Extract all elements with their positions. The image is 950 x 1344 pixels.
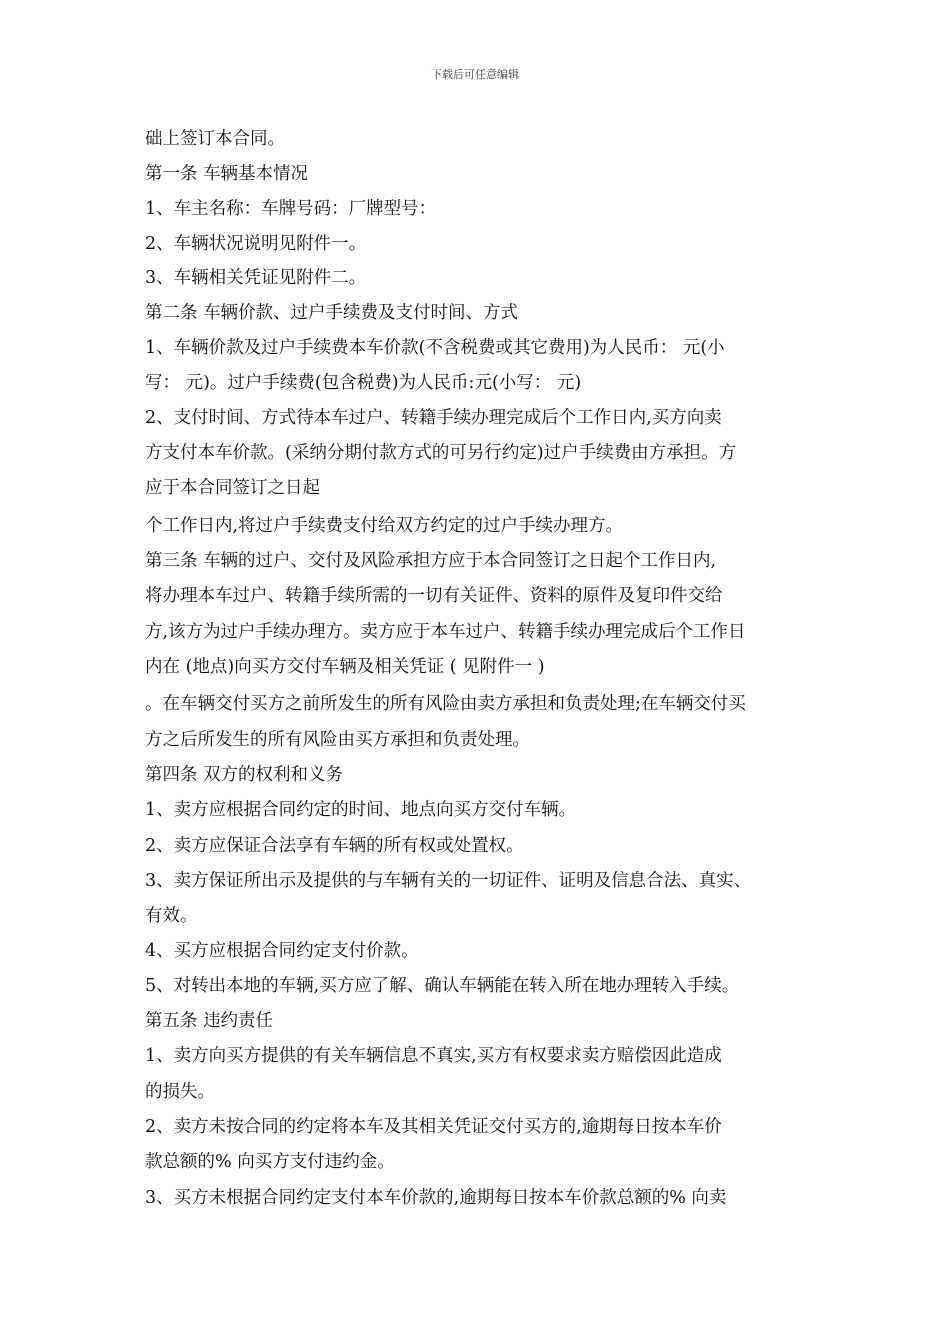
text-line: 款总额的% 向买方支付违约金。 bbox=[145, 1152, 395, 1172]
text-line: 有效。 bbox=[145, 906, 198, 926]
section-heading-3: 第三条 车辆的过户、交付及风险承担方应于本合同签订之日起个工作日内, bbox=[145, 551, 717, 571]
section-heading-4: 第四条 双方的权利和义务 bbox=[145, 765, 344, 785]
text-line: 方支付本车价款。(采纳分期付款方式的可另行约定)过户手续费由方承担。方 bbox=[145, 443, 737, 463]
text-line: 内在 (地点)向买方交付车辆及相关凭证 ( 见附件一 ) bbox=[145, 657, 545, 677]
text-line: 2、车辆状况说明见附件一。 bbox=[145, 234, 367, 254]
text-line: 3、卖方保证所出示及提供的与车辆有关的一切证件、证明及信息合法、真实、 bbox=[145, 871, 752, 891]
text-line: 3、买方未根据合同约定支付本车价款的,逾期每日按本车价款总额的% 向卖 bbox=[145, 1188, 727, 1208]
text-line: 3、车辆相关凭证见附件二。 bbox=[145, 268, 367, 288]
text-line: 个工作日内,将过户手续费支付给双方约定的过户手续办理方。 bbox=[145, 516, 624, 536]
section-heading-5: 第五条 违约责任 bbox=[145, 1011, 274, 1031]
text-line: 1、卖方向买方提供的有关车辆信息不真实,买方有权要求卖方赔偿因此造成 bbox=[145, 1046, 722, 1066]
text-line: 写： 元)。过户手续费(包含税费)为人民币:元(小写： 元) bbox=[145, 373, 582, 393]
text-line: 1、车主名称：车牌号码：厂牌型号： bbox=[145, 199, 437, 219]
text-line: 2、卖方应保证合法享有车辆的所有权或处置权。 bbox=[145, 836, 524, 856]
text-line: 4、买方应根据合同约定支付价款。 bbox=[145, 941, 419, 961]
section-heading-2: 第二条 车辆价款、过户手续费及支付时间、方式 bbox=[145, 303, 519, 323]
text-line: 的损失。 bbox=[145, 1082, 215, 1102]
text-line: 5、对转出本地的车辆,买方应了解、确认车辆能在转入所在地办理转入手续。 bbox=[145, 976, 740, 996]
text-line: 方之后所发生的所有风险由买方承担和负责处理。 bbox=[145, 730, 530, 750]
text-line: 1、卖方应根据合同约定的时间、地点向买方交付车辆。 bbox=[145, 800, 577, 820]
text-line: 。在车辆交付买方之前所发生的所有风险由卖方承担和负责处理;在车辆交付买 bbox=[145, 694, 746, 714]
section-heading-1: 第一条 车辆基本情况 bbox=[145, 164, 309, 184]
text-line: 2、支付时间、方式待本车过户、转籍手续办理完成后个工作日内,买方向卖 bbox=[145, 408, 722, 428]
page-header: 下载后可任意编辑 bbox=[431, 68, 519, 81]
text-line: 2、卖方未按合同的约定将本车及其相关凭证交付买方的,逾期每日按本车价 bbox=[145, 1117, 722, 1137]
text-line: 方,该方为过户手续办理方。卖方应于本车过户、转籍手续办理完成后个工作日 bbox=[145, 622, 746, 642]
text-line: 1、车辆价款及过户手续费本车价款(不含税费或其它费用)为人民币： 元(小 bbox=[145, 338, 725, 358]
text-line: 应于本合同签订之日起 bbox=[145, 478, 320, 498]
text-line: 将办理本车过户、转籍手续所需的一切有关证件、资料的原件及复印件交给 bbox=[145, 586, 723, 606]
text-line: 础上签订本合同。 bbox=[145, 129, 285, 149]
